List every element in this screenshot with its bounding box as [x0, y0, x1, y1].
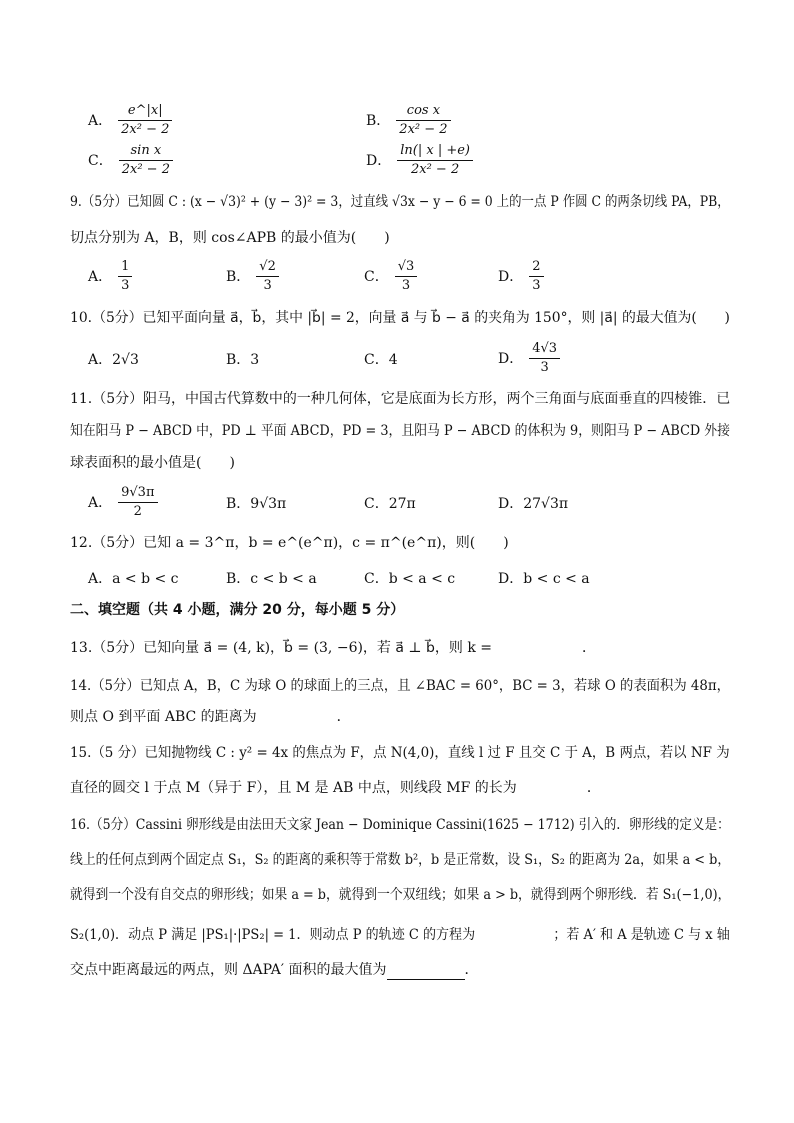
q10-option-c: C．4: [364, 352, 398, 368]
q16-stem-line-4: S₂(1,0)．动点 P 满足 |PS₁|·|PS₂| = 1．则动点 P 的轨迹 C 的方程为 ；若 A′ 和 A 是轨迹 C 与 x 轴: [70, 927, 730, 943]
q13-stem: [70, 638, 596, 658]
q16-stem-line-1: 16.（5分）Cassini 卵形线是由法田天文家 Jean − Dominique Cassini(1625 − 1712) 引入的．卵形线的定义是：: [70, 817, 730, 833]
q12-option-d: D．b < c < a: [498, 571, 590, 587]
q9-option-c: [364, 258, 417, 295]
q9-option-d-fraction: [529, 258, 543, 295]
q9-option-d-denominator: 3: [532, 278, 541, 293]
q16-stem-line-5: [70, 960, 479, 980]
q10-option-d-fraction: [529, 340, 560, 377]
q8-option-c-fraction: [119, 142, 173, 179]
q11-stem-line-2: 知在阳马 P − ABCD 中，PD ⊥ 平面 ABCD，PD = 3，且阳马 P − ABCD 的体积为 9，则阳马 P − ABCD 外接: [70, 423, 730, 439]
q12-option-c: C．b < a < c: [364, 571, 456, 587]
q13-stem-end: ．: [582, 640, 597, 656]
q8-option-d-label: D．: [366, 152, 392, 169]
q9-option-a-label: A．: [88, 268, 113, 285]
q9-option-a-fraction: [118, 258, 132, 295]
q9-stem-line-2: 切点分别为 A，B，则 cos∠APB 的最小值为( ): [70, 230, 390, 246]
q8-option-d-numerator: ln(| x | +e): [397, 142, 473, 161]
q16-stem-line-2: 线上的任何点到两个固定点 S₁，S₂ 的距离的乘积等于常数 b²，b 是正常数，设 S₁，S₂ 的距离为 2a，如果 a < b，: [70, 852, 731, 868]
q8-option-c-numerator: sin x: [119, 142, 173, 161]
q10-option-b: B．3: [226, 352, 260, 368]
q9-option-a-numerator: 1: [118, 258, 132, 277]
q16-stem-line-5-text: 交点中距离最远的两点，则 ΔAPA′ 面积的最大值为: [70, 962, 387, 978]
q11-stem-line-1: 11.（5分）阳马，中国古代算数中的一种几何体，它是底面为长方形，两个三角面与底面垂直的四棱锥．已: [70, 391, 731, 407]
q9-option-c-denominator: 3: [401, 278, 411, 293]
q10-option-a: A．2√3: [88, 352, 139, 368]
q10-option-d-label: D．: [498, 350, 524, 367]
q11-option-a-numerator: 9√3π: [118, 484, 157, 503]
q8-option-d-fraction: [397, 142, 473, 179]
q9-option-b-fraction: [256, 258, 279, 295]
q8-option-d-denominator: 2x² − 2: [410, 162, 460, 177]
q8-option-d: [366, 142, 473, 179]
q10-option-d: [498, 340, 560, 377]
q10-option-d-denominator: 3: [540, 360, 549, 375]
q9-option-c-fraction: [395, 258, 418, 295]
q8-option-c: [88, 142, 173, 179]
q14-stem-end: ．: [336, 709, 351, 725]
q15-stem-line-2-text: 直径的圆交 l 于点 M（异于 F），且 M 是 AB 中点，则线段 MF 的长为: [70, 780, 517, 796]
q11-option-a-fraction: [118, 484, 157, 521]
q11-option-c: C．27π: [364, 496, 416, 512]
q9-option-a: [88, 258, 132, 295]
q15-stem-line-1: 15.（5 分）已知抛物线 C : y² = 4x 的焦点为 F，点 N(4,0)，直线 l 过 F 且交 C 于 A，B 两点，若以 NF 为: [70, 745, 730, 761]
q8-option-a-denominator: 2x² − 2: [121, 122, 170, 137]
q8-option-a: [88, 102, 172, 139]
q16-stem-end: ．: [464, 962, 479, 978]
q8-option-b-denominator: 2x² − 2: [399, 122, 448, 137]
q14-stem-line-1: 14.（5分）已知点 A，B，C 为球 O 的球面上的三点，且 ∠BAC = 60°，BC = 3，若球 O 的表面积为 48π，: [70, 678, 730, 694]
q10-option-d-numerator: 4√3: [529, 340, 560, 359]
q8-option-b-label: B．: [366, 112, 391, 129]
q8-option-b-fraction: [396, 102, 450, 139]
q11-stem-line-3: 球表面积的最小值是( ): [70, 455, 235, 471]
q9-stem-line-1: 9.（5分）已知圆 C : (x − √3)² + (y − 3)² = 3，过直线 √3x − y − 6 = 0 上的一点 P 作圆 C 的两条切线 PA，PB，: [70, 194, 730, 210]
q15-stem-end: ．: [586, 780, 601, 796]
q10-stem-line-1: 10.（5分）已知平面向量 a⃗，b⃗，其中 |b⃗| = 2，向量 a⃗ 与 b⃗ − a⃗ 的夹角为 150°，则 |a⃗| 的最大值为( ): [70, 310, 730, 326]
q9-option-b-label: B．: [226, 268, 251, 285]
q8-option-a-fraction: [118, 102, 172, 139]
q9-option-b-numerator: √2: [256, 258, 279, 277]
q8-option-a-numerator: e^|x|: [118, 102, 172, 121]
q11-option-d: D．27√3π: [498, 496, 569, 512]
q12-stem-line-1: 12.（5分）已知 a = 3^π，b = e^(e^π)，c = π^(e^π)，则( ): [70, 535, 509, 551]
q14-stem-line-2: [70, 707, 351, 727]
q12-option-b: B．c < b < a: [226, 571, 317, 587]
q16-stem-line-3: 就得到一个没有自交点的卵形线；如果 a = b，就得到一个双纽线；如果 a > b，就得到两个卵形线．若 S₁(−1,0)，: [70, 887, 731, 903]
q8-option-b-numerator: cos x: [396, 102, 450, 121]
q9-option-d-numerator: 2: [529, 258, 543, 277]
q9-option-c-numerator: √3: [395, 258, 418, 277]
q16-answer-blank[interactable]: [387, 965, 465, 980]
q14-stem-line-2-text: 则点 O 到平面 ABC 的距离为: [70, 709, 257, 725]
q9-option-c-label: C．: [364, 268, 389, 285]
section-2-title: 二、填空题（共 4 小题，满分 20 分，每小题 5 分）: [70, 602, 405, 618]
q8-option-c-denominator: 2x² − 2: [121, 162, 170, 177]
q9-option-d: [498, 258, 544, 295]
q9-option-b: [226, 258, 279, 295]
q12-option-a: A．a < b < c: [88, 571, 179, 587]
q8-option-a-label: A．: [88, 112, 113, 129]
q8-option-c-label: C．: [88, 152, 113, 169]
q15-stem-line-2: [70, 778, 601, 798]
q8-option-b: [366, 102, 451, 139]
q11-option-a: [88, 484, 158, 521]
q9-option-d-label: D．: [498, 268, 524, 285]
q11-option-b: B．9√3π: [226, 496, 287, 512]
q11-option-a-label: A．: [88, 494, 113, 511]
q13-stem-text: 13.（5分）已知向量 a⃗ = (4, k)，b⃗ = (3, −6)，若 a⃗ ⊥ b⃗，则 k =: [70, 640, 493, 656]
q11-option-a-denominator: 2: [133, 504, 142, 519]
q9-option-a-denominator: 3: [121, 278, 130, 293]
q9-option-b-denominator: 3: [263, 278, 272, 293]
